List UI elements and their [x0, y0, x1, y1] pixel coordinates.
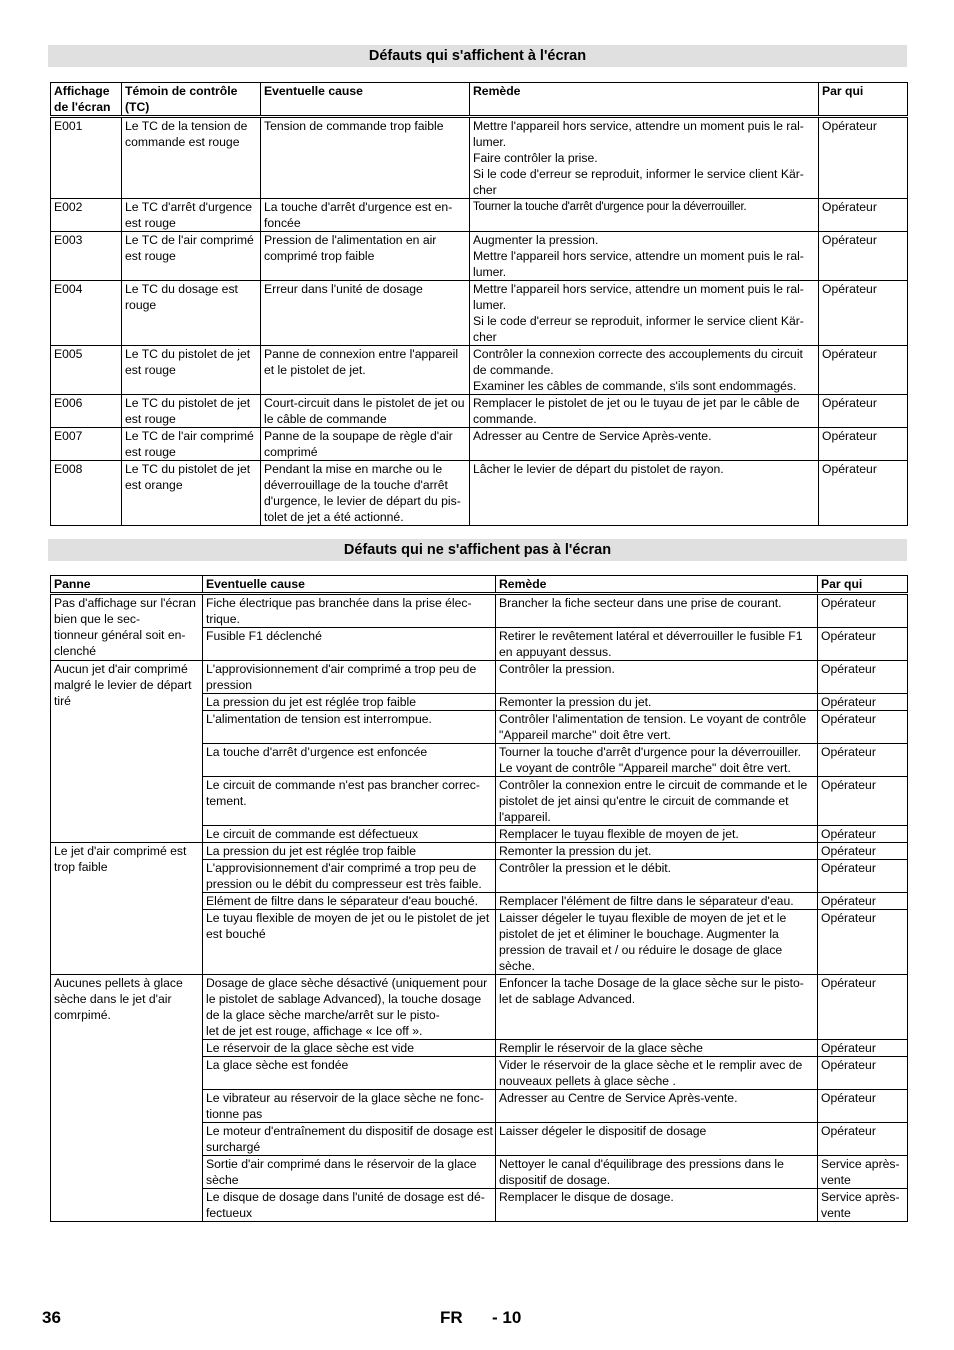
cause-cell: L'alimentation de tension est interrompue.: [203, 711, 496, 744]
remedy-cell: Contrôler l'alimentation de tension. Le voyant de contrôle "Appareil marche" doit être vert.: [496, 711, 818, 744]
table-row: [51, 281, 908, 346]
cause-cell: Court-circuit dans le pistolet de jet ou le câble de commande: [261, 395, 470, 428]
by-whom-cell: Opérateur: [818, 594, 908, 628]
table-row: [51, 395, 908, 428]
by-whom-cell: Opérateur: [819, 461, 908, 526]
remedy-cell: Contrôler la connexion correcte des accouplements du circuit de commande. Examiner les câbles de commande, s'ils sont endommagés.: [470, 346, 819, 395]
table-header-row: [51, 576, 908, 594]
error-code-cell: E005: [51, 346, 122, 395]
cause-cell: Le disque de dosage dans l'unité de dosage est dé- fectueux: [203, 1189, 496, 1222]
indicator-cell: Le TC de l'air comprimé est rouge: [122, 428, 261, 461]
by-whom-cell: Opérateur: [819, 346, 908, 395]
indicator-cell: Le TC du pistolet de jet est orange: [122, 461, 261, 526]
remedy-cell: Laisser dégeler le dispositif de dosage: [496, 1123, 818, 1156]
fault-cell: Aucunes pellets à glace sèche dans le jet d'air comrpimé.: [51, 975, 203, 1222]
remedy-cell: Remplacer le pistolet de jet ou le tuyau de jet par le câble de commande.: [470, 395, 819, 428]
table-row: [51, 661, 908, 694]
by-whom-cell: Opérateur: [819, 428, 908, 461]
remedy-cell: Lâcher le levier de départ du pistolet de rayon.: [470, 461, 819, 526]
by-whom-cell: Opérateur: [818, 694, 908, 711]
cause-cell: La touche d'arrêt d’urgence est enfoncée: [203, 744, 496, 777]
by-whom-cell: Opérateur: [818, 744, 908, 777]
by-whom-cell: Opérateur: [818, 1040, 908, 1057]
header-cause: Eventuelle cause: [203, 576, 496, 594]
cause-cell: Fusible F1 déclenché: [203, 628, 496, 661]
by-whom-cell: Opérateur: [818, 777, 908, 826]
header-remedy: Remède: [496, 576, 818, 594]
by-whom-cell: Opérateur: [818, 711, 908, 744]
by-whom-cell: Opérateur: [819, 199, 908, 232]
cause-cell: Le tuyau flexible de moyen de jet ou le pistolet de jet est bouché: [203, 910, 496, 975]
remedy-cell: Remplacer l'élément de filtre dans le séparateur d'eau.: [496, 893, 818, 910]
cause-cell: Le réservoir de la glace sèche est vide: [203, 1040, 496, 1057]
error-code-cell: E004: [51, 281, 122, 346]
by-whom-cell: Opérateur: [818, 1123, 908, 1156]
table-row: [51, 117, 908, 199]
table-row: [51, 843, 908, 860]
remedy-cell: Tourner la touche d'arrêt d'urgence pour la déverrouiller. Le voyant de contrôle "Appareil marche" doit être vert.: [496, 744, 818, 777]
header-by-whom: Par qui: [818, 576, 908, 594]
cause-cell: Fiche électrique pas branchée dans la prise élec- trique.: [203, 594, 496, 628]
cause-cell: L'approvisionnement d'air comprimé a trop peu de pression ou le débit du compresseur est très faible.: [203, 860, 496, 893]
table-row: [51, 428, 908, 461]
remedy-cell: Remplacer le tuyau flexible de moyen de jet.: [496, 826, 818, 843]
indicator-cell: Le TC du pistolet de jet est rouge: [122, 346, 261, 395]
by-whom-cell: Opérateur: [819, 395, 908, 428]
cause-cell: Elément de filtre dans le séparateur d'eau bouché.: [203, 893, 496, 910]
error-code-cell: E007: [51, 428, 122, 461]
cause-cell: La glace sèche est fondée: [203, 1057, 496, 1090]
header-display: Affichage de l'écran: [51, 83, 122, 117]
by-whom-cell: Opérateur: [819, 281, 908, 346]
by-whom-cell: Opérateur: [818, 893, 908, 910]
table-header-row: [51, 83, 908, 117]
remedy-cell: Vider le réservoir de la glace sèche et le remplir avec de nouveaux pellets à glace sèche .: [496, 1057, 818, 1090]
remedy-cell: Nettoyer le canal d'équilibrage des pressions dans le dispositif de dosage.: [496, 1156, 818, 1189]
remedy-cell: Remonter la pression du jet.: [496, 843, 818, 860]
cause-cell: Dosage de glace sèche désactivé (uniquement pour le pistolet de sablage Advanced), la touche dosage de la glace sèche marche/arrêt sur le pisto- let de jet est rouge, affichage « Ice off ».: [203, 975, 496, 1040]
by-whom-cell: Opérateur: [818, 975, 908, 1040]
cause-cell: L'approvisionnement d'air comprimé a trop peu de pression: [203, 661, 496, 694]
remedy-cell: Mettre l'appareil hors service, attendre un moment puis le ral- lumer. Si le code d'erreur se reproduit, informer le service client Kär- cher: [470, 281, 819, 346]
by-whom-cell: Opérateur: [818, 860, 908, 893]
indicator-cell: Le TC de la tension de commande est rouge: [122, 117, 261, 199]
cause-cell: Pression de l'alimentation en air comprimé trop faible: [261, 232, 470, 281]
by-whom-cell: Service après- vente: [818, 1189, 908, 1222]
table-row: [51, 594, 908, 628]
remedy-cell: Adresser au Centre de Service Après-vente.: [470, 428, 819, 461]
cause-cell: Le circuit de commande n'est pas brancher correc- tement.: [203, 777, 496, 826]
cause-cell: Pendant la mise en marche ou le déverrouillage de la touche d'arrêt d'urgence, le levier de départ du pis- tolet de jet a été actionné.: [261, 461, 470, 526]
by-whom-cell: Opérateur: [818, 1057, 908, 1090]
header-remedy: Remède: [470, 83, 819, 117]
by-whom-cell: Opérateur: [818, 910, 908, 975]
header-fault: Panne: [51, 576, 203, 594]
table-row: [51, 975, 908, 1040]
remedy-cell: Remplir le réservoir de la glace sèche: [496, 1040, 818, 1057]
fault-cell: Le jet d'air comprimé est trop faible: [51, 843, 203, 975]
table-row: [51, 232, 908, 281]
by-whom-cell: Opérateur: [818, 1090, 908, 1123]
cause-cell: Erreur dans l'unité de dosage: [261, 281, 470, 346]
error-code-cell: E001: [51, 117, 122, 199]
error-code-cell: E002: [51, 199, 122, 232]
cause-cell: La pression du jet est réglée trop faible: [203, 694, 496, 711]
by-whom-cell: Service après- vente: [818, 1156, 908, 1189]
table-row: [51, 346, 908, 395]
remedy-cell: Augmenter la pression. Mettre l'appareil hors service, attendre un moment puis le ral- lumer.: [470, 232, 819, 281]
by-whom-cell: Opérateur: [818, 628, 908, 661]
header-indicator: Témoin de contrôle (TC): [122, 83, 261, 117]
remedy-cell: Contrôler la connexion entre le circuit de commande et le pistolet de jet ainsi qu'entre le circuit de commande et l'appareil.: [496, 777, 818, 826]
fault-cell: Pas d'affichage sur l'écran bien que le sec- tionneur général soit en- clenché: [51, 594, 203, 661]
remedy-cell: Laisser dégeler le tuyau flexible de moyen de jet et le pistolet de jet et éliminer le bouchage. Augmenter la pression de travail et / ou réduire le dosage de glace sèche.: [496, 910, 818, 975]
header-by-whom: Par qui: [819, 83, 908, 117]
remedy-cell: Remonter la pression du jet.: [496, 694, 818, 711]
indicator-cell: Le TC du dosage est rouge: [122, 281, 261, 346]
remedy-cell: Adresser au Centre de Service Après-vente.: [496, 1090, 818, 1123]
cause-cell: Sortie d'air comprimé dans le réservoir de la glace sèche: [203, 1156, 496, 1189]
by-whom-cell: Opérateur: [819, 117, 908, 199]
remedy-cell: Contrôler la pression.: [496, 661, 818, 694]
remedy-cell: Mettre l'appareil hors service, attendre un moment puis le ral- lumer. Faire contrôler la prise. Si le code d'erreur se reproduit, informer le service client Kär- cher: [470, 117, 819, 199]
remedy-cell: Enfoncer la tache Dosage de la glace sèche sur le pisto- let de sablage Advanced.: [496, 975, 818, 1040]
indicator-cell: Le TC du pistolet de jet est rouge: [122, 395, 261, 428]
remedy-cell: Tourner la touche d'arrêt d'urgence pour la déverrouiller.: [470, 199, 819, 232]
remedy-cell: Contrôler la pression et le débit.: [496, 860, 818, 893]
cause-cell: Le circuit de commande est défectueux: [203, 826, 496, 843]
cause-cell: La pression du jet est réglée trop faible: [203, 843, 496, 860]
displayed-faults-table: [50, 82, 908, 526]
error-code-cell: E008: [51, 461, 122, 526]
table-row: [51, 199, 908, 232]
table-row: [51, 461, 908, 526]
error-code-cell: E003: [51, 232, 122, 281]
by-whom-cell: Opérateur: [819, 232, 908, 281]
cause-cell: Panne de connexion entre l'appareil et le pistolet de jet.: [261, 346, 470, 395]
section-title-displayed-faults: Défauts qui s'affichent à l'écran: [48, 45, 907, 67]
page-number: 36: [42, 1308, 61, 1327]
non-displayed-faults-table: [50, 575, 908, 1222]
cause-cell: Le vibrateur au réservoir de la glace sèche ne fonc- tionne pas: [203, 1090, 496, 1123]
indicator-cell: Le TC de l'air comprimé est rouge: [122, 232, 261, 281]
by-whom-cell: Opérateur: [818, 661, 908, 694]
header-cause: Eventuelle cause: [261, 83, 470, 117]
by-whom-cell: Opérateur: [818, 826, 908, 843]
section-title-non-displayed-faults: Défauts qui ne s'affichent pas à l'écran: [48, 539, 907, 561]
indicator-cell: Le TC d'arrêt d'urgence est rouge: [122, 199, 261, 232]
cause-cell: Tension de commande trop faible: [261, 117, 470, 199]
remedy-cell: Retirer le revêtement latéral et déverrouiller le fusible F1 en appuyant dessus.: [496, 628, 818, 661]
error-code-cell: E006: [51, 395, 122, 428]
cause-cell: La touche d'arrêt d'urgence est en- foncée: [261, 199, 470, 232]
language-code: FR: [440, 1308, 463, 1327]
by-whom-cell: Opérateur: [818, 843, 908, 860]
cause-cell: Panne de la soupape de règle d'air comprimé: [261, 428, 470, 461]
sub-page-number: - 10: [492, 1308, 522, 1327]
cause-cell: Le moteur d'entraînement du dispositif de dosage est surchargé: [203, 1123, 496, 1156]
remedy-cell: Brancher la fiche secteur dans une prise de courant.: [496, 594, 818, 628]
fault-cell: Aucun jet d'air comprimé malgré le levier de départ tiré: [51, 661, 203, 843]
remedy-cell: Remplacer le disque de dosage.: [496, 1189, 818, 1222]
